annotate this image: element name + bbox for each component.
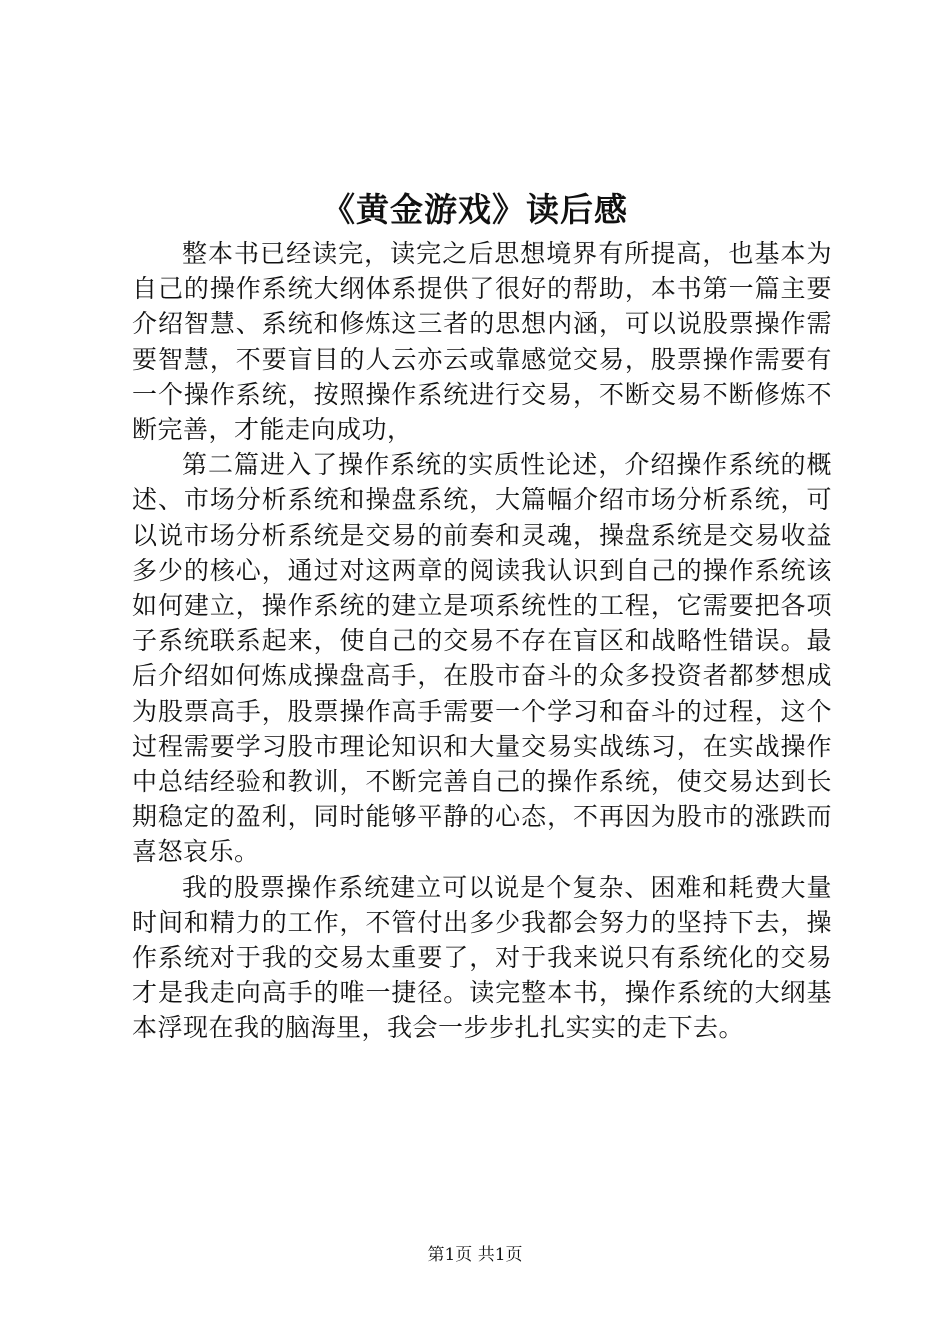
paragraph-1: 整本书已经读完，读完之后思想境界有所提高，也基本为自己的操作系统大纲体系提供了很好的帮助，本书第一篇主要介绍智慧、系统和修炼这三者的思想内涵，可以说股票操作需要智慧，不要盲目的人云亦云或靠感觉交易，股票操作需要有一个操作系统，按照操作系统进行交易，不断交易不断修炼不断完善，才能走向成功， [132,239,832,445]
page-number-footer: 第1页 共1页 [427,1245,523,1265]
document-title: 《黄金游戏》读后感 [322,190,628,229]
paragraph-3: 我的股票操作系统建立可以说是个复杂、困难和耗费大量时间和精力的工作，不管付出多少我都会努力的坚持下去，操作系统对于我的交易太重要了，对于我来说只有系统化的交易才是我走向高手的唯一捷径。读完整本书，操作系统的大纲基本浮现在我的脑海里，我会一步步扎扎实实的走下去。 [132,872,832,1043]
paragraph-2: 第二篇进入了操作系统的实质性论述，介绍操作系统的概述、市场分析系统和操盘系统，大篇幅介绍市场分析系统，可以说市场分析系统是交易的前奏和灵魂，操盘系统是交易收益多少的核心，通过对这两章的阅读我认识到自己的操作系统该如何建立，操作系统的建立是项系统性的工程，它需要把各项子系统联系起来，使自己的交易不存在盲区和战略性错误。最后介绍如何炼成操盘高手，在股市奋斗的众多投资者都梦想成为股票高手，股票操作高手需要一个学习和奋斗的过程，这个过程需要学习股市理论知识和大量交易实战练习，在实战操作中总结经验和教训，不断完善自己的操作系统，使交易达到长期稳定的盈利，同时能够平静的心态，不再因为股市的涨跌而喜怒哀乐。 [132,450,832,867]
document-body [132,236,832,1046]
